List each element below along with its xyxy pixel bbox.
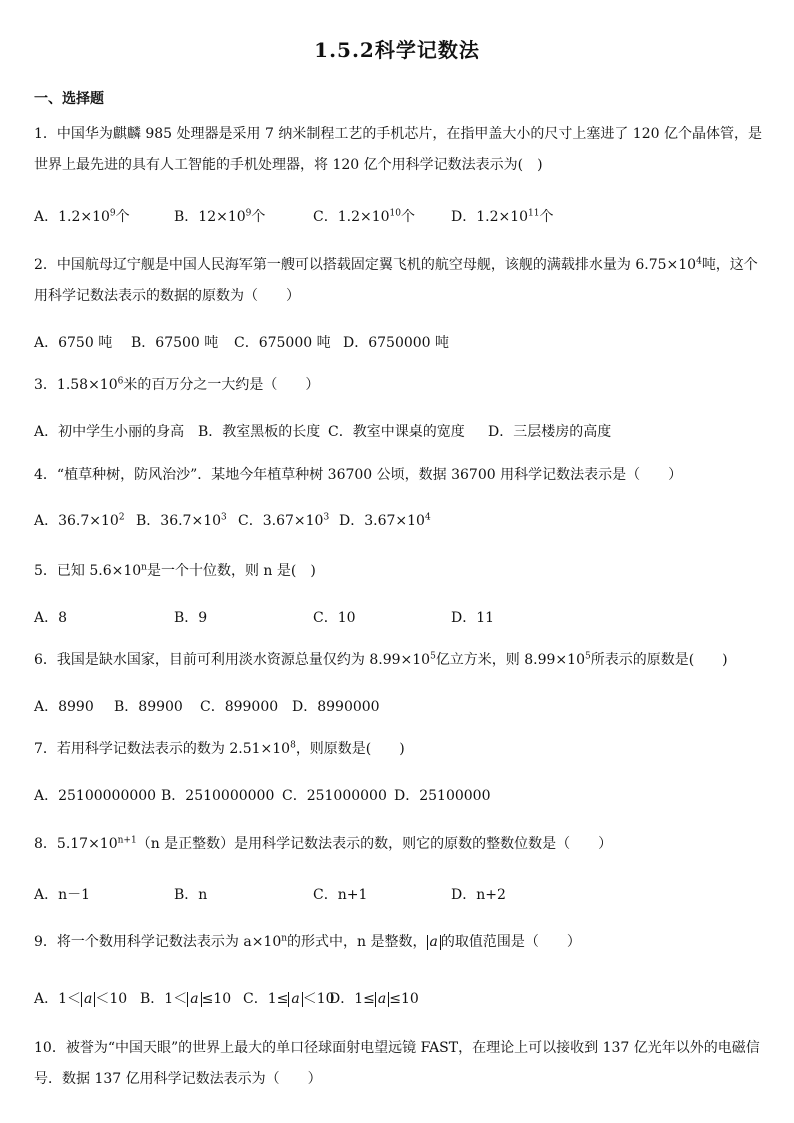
section-heading: 一、选择题 <box>34 91 104 107</box>
option-d[interactable]: D．1≤ a ≤10 <box>329 991 419 1007</box>
page-title: 1.5.2科学记数法 <box>314 38 480 62</box>
option-c[interactable]: C．$3.67\times 10^3$ <box>238 512 330 529</box>
option-d[interactable]: D．$3.67\times 10^4$ <box>339 512 431 529</box>
option-b[interactable]: B．89900 <box>114 699 183 715</box>
option-c[interactable]: C．n+1 <box>313 887 368 903</box>
option-a[interactable]: A．$36.7\times 10^2$ <box>34 512 125 529</box>
question-4-options <box>34 510 762 530</box>
option-c[interactable]: C．1≤ a ＜10 <box>243 991 335 1007</box>
question-8-stem: 8．$5.17\times 10^{n+1}(n$ 是正整数）是用科学记数法表示的数，则它的原数的整数位数是（ ） <box>34 835 613 852</box>
option-c[interactable]: C．$1.2\times 10^{10}$个 <box>313 208 415 225</box>
question-7-options <box>34 785 762 805</box>
question-7-stem: 7．若用科学记数法表示的数为 $2.51\times 10^8$，则原数是( ) <box>34 740 405 757</box>
option-c[interactable]: C．251000000 <box>282 788 387 804</box>
option-c[interactable]: C．教室中课桌的宽度 <box>328 424 465 440</box>
option-c[interactable]: C．675000 吨 <box>234 335 331 351</box>
option-a[interactable]: A．n－1 <box>34 887 91 903</box>
option-b[interactable]: B．教室黑板的长度 <box>198 424 321 440</box>
option-d[interactable]: D．25100000 <box>394 788 491 804</box>
option-a[interactable]: A．初中学生小丽的身高 <box>34 424 185 440</box>
question-9-options <box>34 988 762 1008</box>
option-d[interactable]: D．三层楼房的高度 <box>488 424 612 440</box>
question-9-stem: 9．将一个数用科学记数法表示为 $a\times 10^n$的形式中，n 是整数， a 的取值范围是（ ） <box>34 933 581 950</box>
option-a[interactable]: A．6750 吨 <box>34 335 113 351</box>
question-1-options <box>34 206 762 226</box>
option-d[interactable]: D．n+2 <box>451 887 506 903</box>
question-5-stem: 5．已知 $5.6\times 10^n$是一个十位数，则 n 是( ) <box>34 562 316 579</box>
option-a[interactable]: A．8990 <box>34 699 94 715</box>
question-10-stem: 10．被誉为“中国天眼”的世界上最大的单口径球面射电望远镜 FAST，在理论上可以接收到 137 亿光年以外的电磁信号．数据 137 亿用科学记数法表示为（ ） <box>34 1040 760 1087</box>
option-d[interactable]: D．11 <box>451 610 495 626</box>
option-b[interactable]: B．67500 吨 <box>131 335 219 351</box>
option-b[interactable]: B．n <box>174 887 208 903</box>
option-c[interactable]: C．899000 <box>200 699 279 715</box>
question-2-stem: 2．中国航母辽宁舰是中国人民海军第一艘可以搭载固定翼飞机的航空母舰，该舰的满载排水量为 $6.75\times 10^4$吨，这个用科学记数法表示的数据的原数为（ ） <box>34 256 758 304</box>
question-1-stem: 1．中国华为麒麟 985 处理器是采用 7 纳米制程工艺的手机芯片，在指甲盖大小的尺寸上塞进了 120 亿个晶体管，是世界上最先进的具有人工智能的手机处理器，将 120 亿个用科学记数法表示为( ) <box>34 126 762 173</box>
option-c[interactable]: C．10 <box>313 610 356 626</box>
option-a[interactable]: A．1＜ a ＜10 <box>34 991 128 1007</box>
option-a[interactable]: A．8 <box>34 610 68 626</box>
option-d[interactable]: D．$1.2\times 10^{11}$个 <box>451 208 554 225</box>
question-3-stem: 3．$1.58\times 10^6$米的百万分之一大约是（ ） <box>34 376 320 393</box>
option-d[interactable]: D．6750000 吨 <box>343 335 450 351</box>
option-a[interactable]: A．25100000000 <box>34 788 157 804</box>
question-5-options <box>34 607 762 627</box>
option-a[interactable]: A．$1.2\times 10^9$个 <box>34 208 130 225</box>
option-b[interactable]: B．2510000000 <box>161 788 275 804</box>
option-b[interactable]: B．$36.7\times 10^3$ <box>136 512 227 529</box>
option-b[interactable]: B．9 <box>174 610 208 626</box>
question-2-options <box>34 332 762 352</box>
question-6-options <box>34 696 762 716</box>
question-3-options <box>34 421 762 441</box>
option-b[interactable]: B．$12\times 10^9$个 <box>174 208 266 225</box>
abs-value: a <box>427 935 441 950</box>
option-b[interactable]: B．1＜ a ≤10 <box>140 991 232 1007</box>
question-6-stem: 6．我国是缺水国家，目前可利用淡水资源总量仅约为 $8.99\times 10^5$亿立方米，则 $8.99\times 10^5$所表示的原数是( ) <box>34 651 728 668</box>
question-4-stem: 4．“植草种树，防风治沙”．某地今年植草种树 36700 公顷，数据 36700 用科学记数法表示是（ ） <box>34 467 683 483</box>
question-8-options <box>34 884 762 904</box>
option-d[interactable]: D．8990000 <box>292 699 380 715</box>
